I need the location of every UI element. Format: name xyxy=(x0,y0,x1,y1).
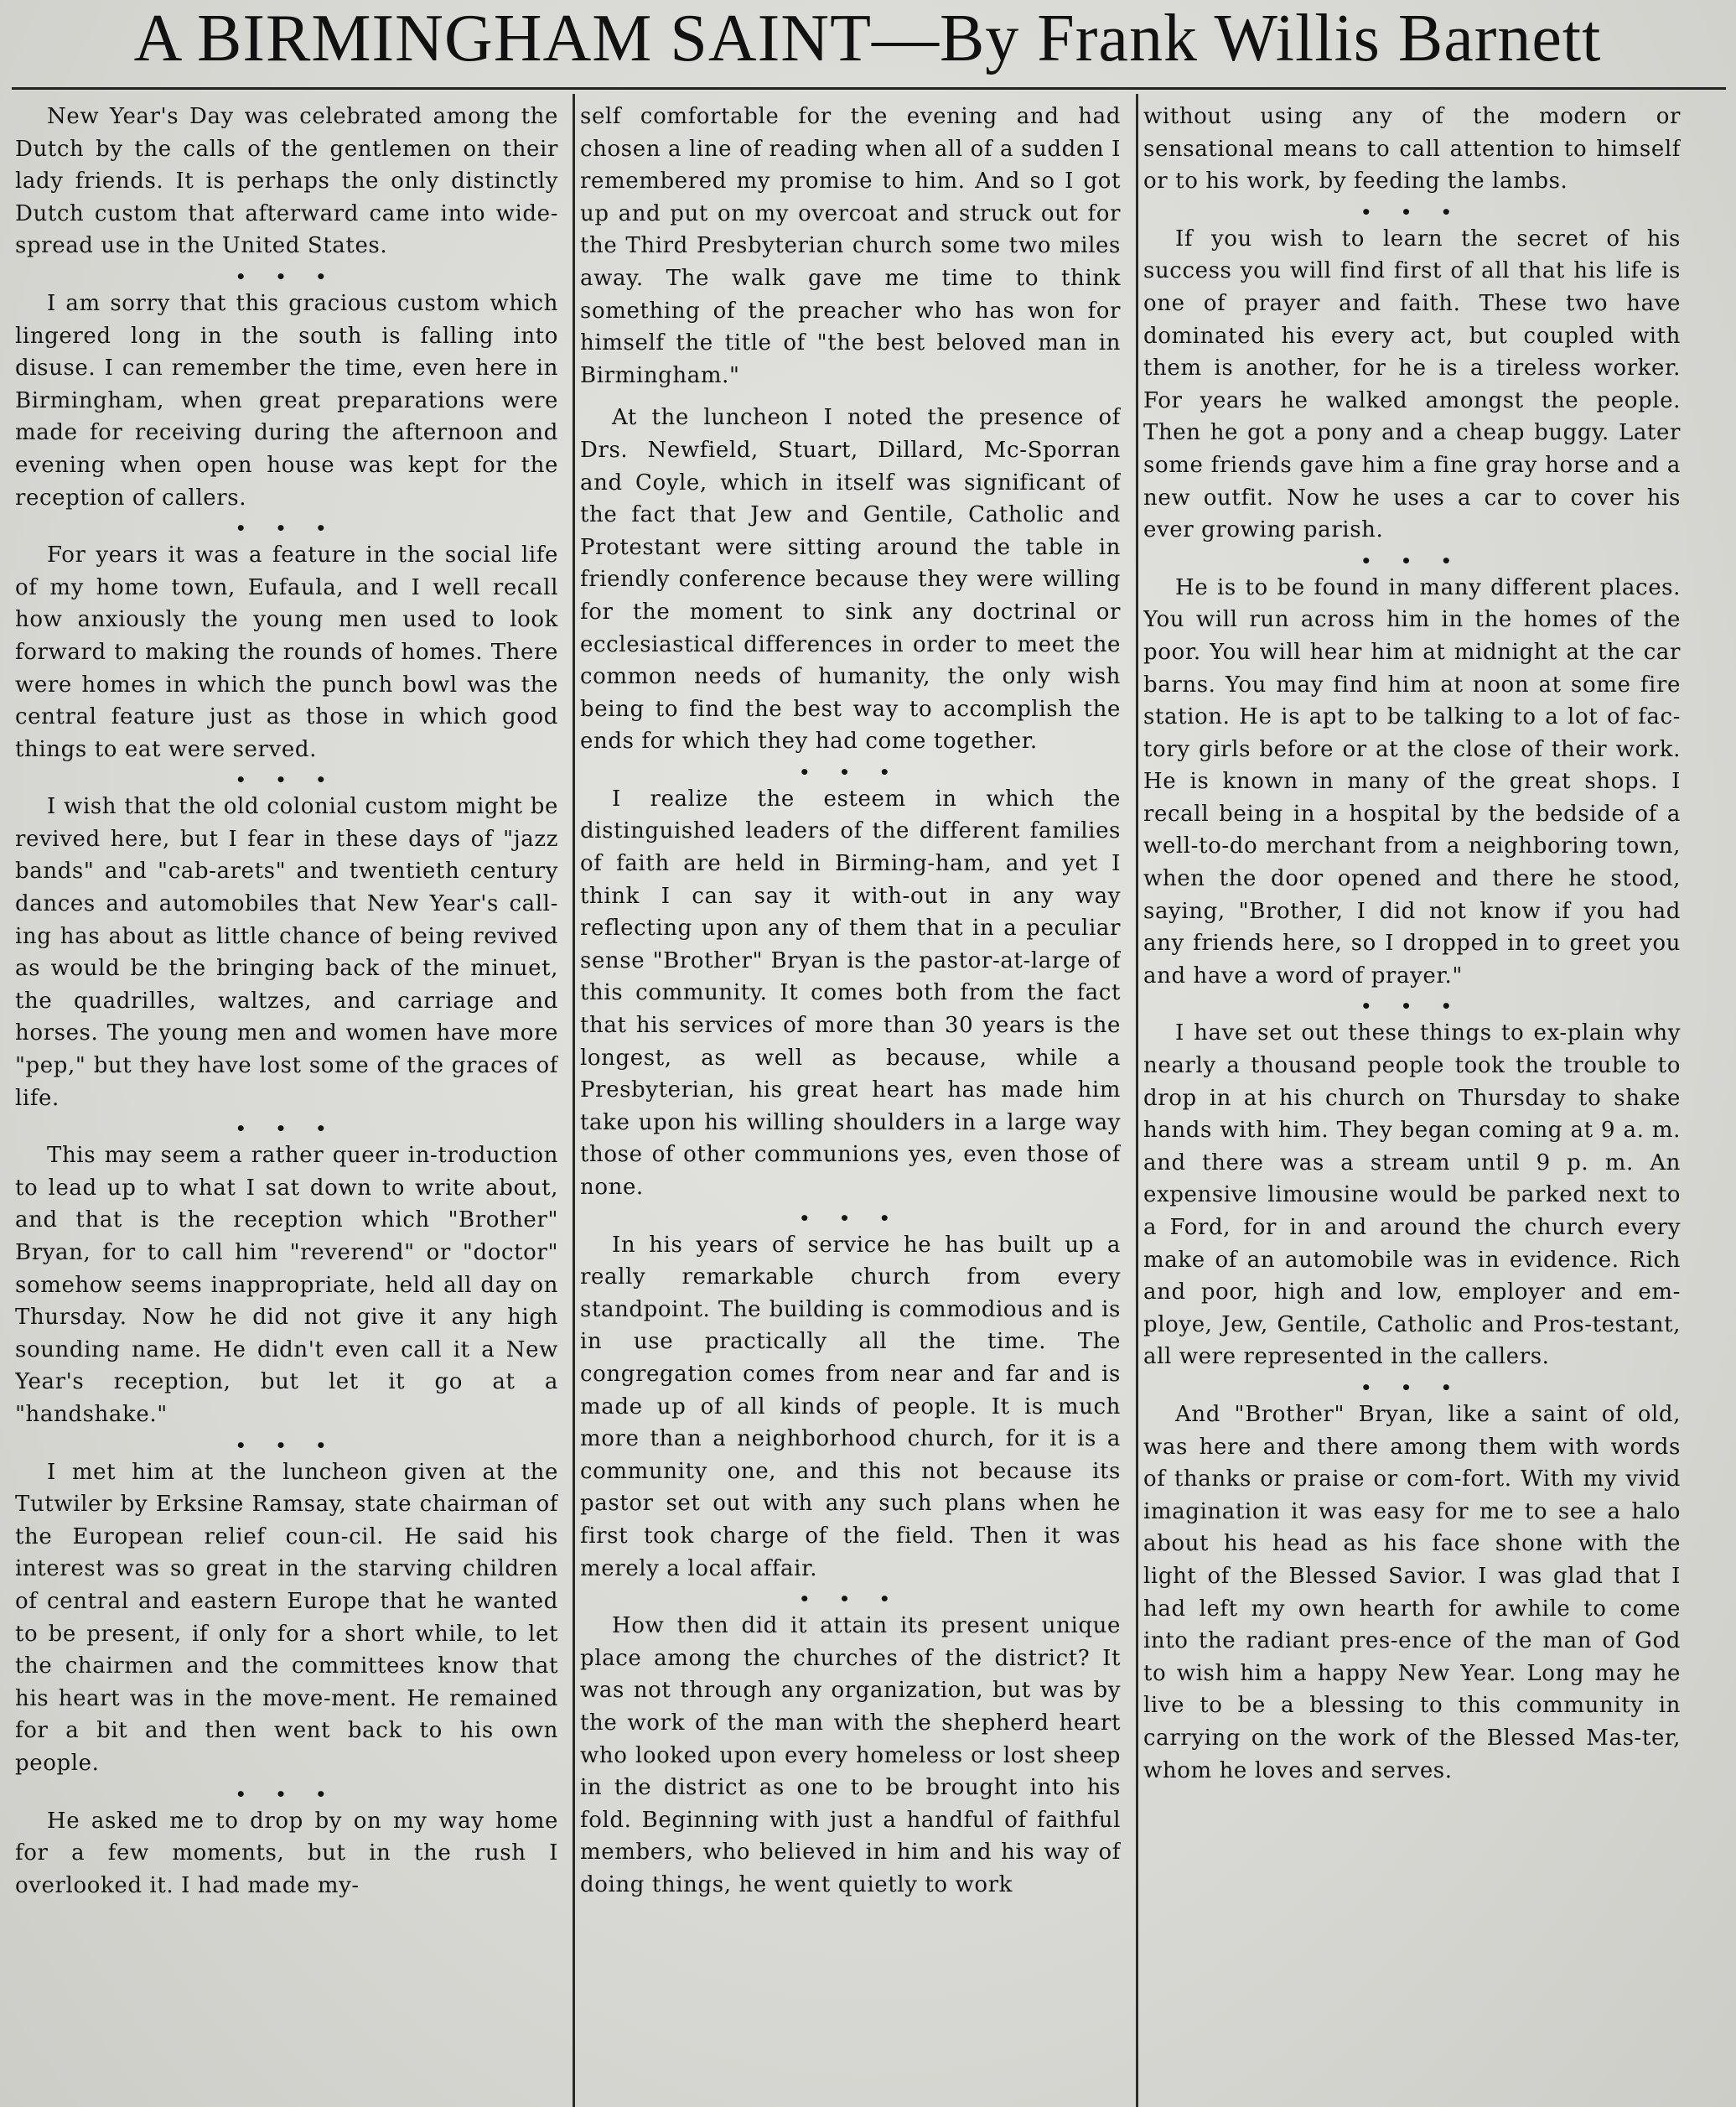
separator-dots: • • • xyxy=(1360,996,1464,1017)
separator-dots: • • • xyxy=(235,518,339,539)
separator-dots: • • • xyxy=(799,1207,902,1228)
paragraph: How then did it attain its present unique place among the churches of the district? It was not through any organization, but was by the work of the man with the shepherd heart who looked upon every homeless or lost sheep in the district as one to be brought into his fold. Beginning with just a handful of faithful members, who believed in him and his way of doing things, he went quietly to work xyxy=(580,1613,1121,1897)
separator-dots: • • • xyxy=(235,1118,339,1139)
paragraph-continuation: without using any of the modern or sensational means to call attention to himself or to his work, by feeding the lambs. xyxy=(1143,104,1681,195)
paragraph: He is to be found in many different places. You will run across him in the homes of the poor. You will hear him at midnight at the car barns. You may find him at noon at some fire station. He is apt to be talking to a lot of fac-tory girls before or at the close of their work. He is known in many of the great shops. I recall being in a hospital by the bedside of a well-to-do merchant from a neighboring town, when the door opened and there he stood, saying, "Brother, I did not know if you had any friends here, so I dropped in to greet you and have a word of prayer." xyxy=(1143,574,1681,989)
column-rule-2 xyxy=(1136,94,1138,2107)
separator-dots: • • • xyxy=(1360,201,1464,222)
paragraph: I met him at the luncheon given at the Tutwiler by Erksine Ramsay, state chairman of the European relief coun-cil. He said his interest was so great in the starving children of central and eastern Europe that he wanted to be present, if only for a short while, to let the chairmen and the committees know that his heart was in the move-ment. He remained for a bit and then went back to his own people. xyxy=(15,1459,558,1776)
paragraph: If you wish to learn the secret of his success you will find first of all that his life is one of prayer and faith. These two have dominated his every act, but coupled with them is another, for he is a tireless worker. For years he walked amongst the people. Then he got a pony and a cheap buggy. Later some friends gave him a fine gray horse and a new outfit. Now he uses a car to cover his ever growing parish. xyxy=(1143,226,1681,543)
column-rule-1 xyxy=(573,94,575,2107)
paragraph: New Year's Day was celebrated among the Dutch by the calls of the gentlemen on their lady friends. It is perhaps the only distinctly Dutch custom that afterward came into wide-spread use in the United States. xyxy=(15,104,558,259)
paragraph: This may seem a rather queer in-troduction to lead up to what I sat down to write about, and that is the reception which "Brother" Bryan, for to call him "reverend" or "doctor" somehow seems inappropriate, held all day on Thursday. Now he did not give it any high sounding name. He didn't even call it a New Year's reception, but let it go at a "handshake." xyxy=(15,1143,558,1427)
paragraph: At the luncheon I noted the presence of Drs. Newfield, Stuart, Dillard, Mc-Sporran and Coyle, which in itself was significant of the fact that Jew and Gentile, Catholic and Protestant were sitting around the table in friendly conference because they were willing for the moment to sink any doctrinal or ecclesiastical differences in order to meet the common needs of humanity, the only wish being to find the best way to accomplish the ends for which they had come together. xyxy=(580,405,1121,755)
column-1 xyxy=(15,101,558,2104)
paragraph: I have set out these things to ex-plain why nearly a thousand people took the trouble to drop in at his church on Thursday to shake hands with him. They began coming at 9 a. m. and there was a stream until 9 p. m. An expensive limousine would be parked next to a Ford, for in and around the church every make of an automobile was in evidence. Rich and poor, high and low, employer and em-ploye, Jew, Gentile, Catholic and Pros-testant, all were represented in the callers. xyxy=(1143,1020,1681,1370)
separator-dots: • • • xyxy=(799,761,902,782)
paragraph: He asked me to drop by on my way home for a few moments, but in the rush I overlooked it. I had made my- xyxy=(15,1808,558,1898)
paragraph-continuation: self comfortable for the evening and had chosen a line of reading when all of a sudden I remembered my promise to him. And so I got up and put on my overcoat and struck out for the Third Presbyterian church some two miles away. The walk gave me time to think something of the preacher who has won for himself the title of "the best beloved man in Birmingham." xyxy=(580,104,1121,388)
paragraph: In his years of service he has built up a really remarkable church from every standpoint. The building is commodious and is in use practically all the time. The congregation comes from near and far and is made up of all kinds of people. It is much more than a neighborhood church, for it is a community one, and this not because its pastor set out with any such plans when he first took charge of the field. Then it was merely a local affair. xyxy=(580,1232,1121,1581)
paragraph: For years it was a feature in the social life of my home town, Eufaula, and I well recall how anxiously the young men used to look forward to making the rounds of homes. There were homes in which the punch bowl was the central feature just as those in which good things to eat were served. xyxy=(15,542,558,762)
separator-dots: • • • xyxy=(235,1435,339,1456)
column-3 xyxy=(1143,101,1681,2104)
paragraph: I wish that the old colonial custom might be revived here, but I fear in these days of "jazz bands" and "cab-arets" and twentieth century dances and automobiles that New Year's call-ing has about as little chance of being revived as would be the bringing back of the minuet, the quadrilles, waltzes, and carriage and horses. The young men and women have more "pep," but they have lost some of the graces of life. xyxy=(15,794,558,1111)
paragraph: I am sorry that this gracious custom which lingered long in the south is falling into disuse. I can remember the time, even here in Birmingham, when great preparations were made for receiving during the afternoon and evening when open house was kept for the reception of callers. xyxy=(15,290,558,511)
separator-dots: • • • xyxy=(799,1589,902,1610)
paragraph: And "Brother" Bryan, like a saint of old, was here and there among them with words of thanks or praise or com-fort. With my vivid imagination it was easy for me to see a halo about his head as his face shone with the light of the Blessed Savior. I was glad that I had left my own hearth for awhile to come into the radiant pres-ence of the man of God to wish him a happy New Year. Long may he live to be a blessing to this community in carrying on the work of the Blessed Mas-ter, whom he loves and serves. xyxy=(1143,1401,1681,1783)
headline: A BIRMINGHAM SAINT—By Frank Willis Barnett xyxy=(133,2,1602,75)
separator-dots: • • • xyxy=(235,770,339,791)
separator-dots: • • • xyxy=(235,266,339,287)
separator-dots: • • • xyxy=(1360,550,1464,571)
separator-dots: • • • xyxy=(235,1783,339,1804)
headline-rule xyxy=(12,87,1726,90)
paragraph: I realize the esteem in which the distinguished leaders of the different families of faith are held in Birming-ham, and yet I think I can say it with-out in any way reflecting upon any of them that in a peculiar sense "Brother" Bryan is the pastor-at-large of this community. It comes both from the fact that his services of more than 30 years is the longest, as well as because, while a Presbyterian, his great heart has made him take upon his willing shoulders in a large way those of other communions yes, even those of none. xyxy=(580,786,1121,1200)
column-2 xyxy=(580,101,1121,2104)
separator-dots: • • • xyxy=(1360,1377,1464,1398)
